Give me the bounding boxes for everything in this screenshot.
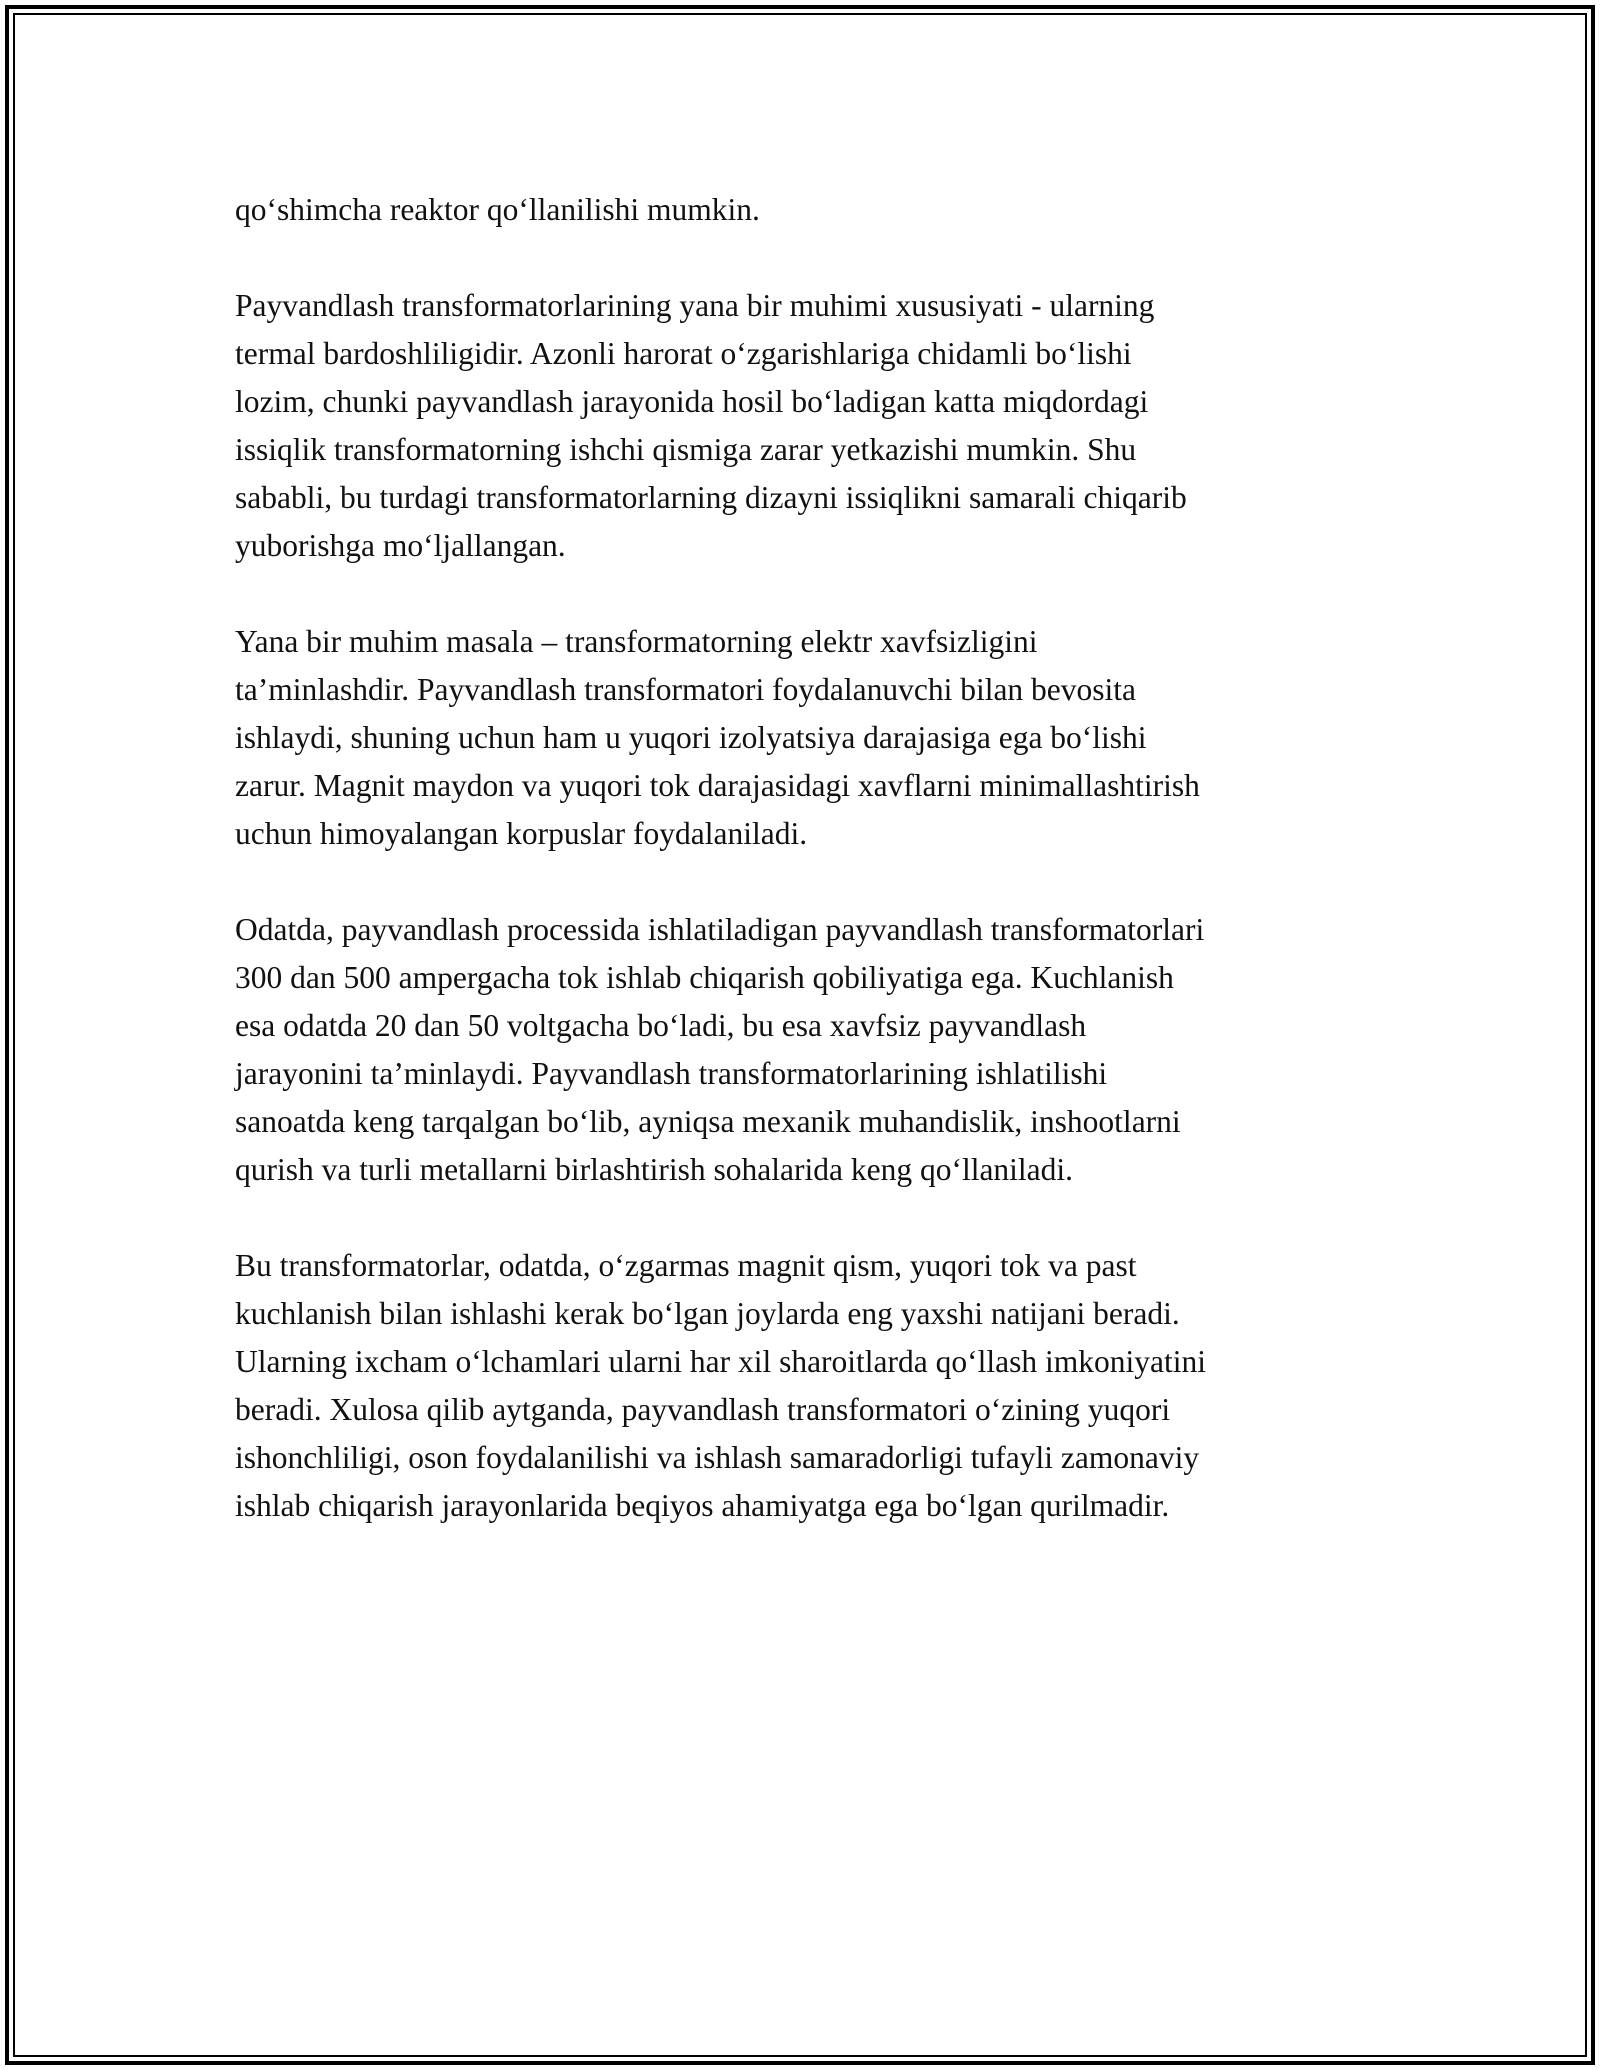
paragraph-electrical-safety: Yana bir muhim masala – transformatorning elektr xavfsizligini ta’minlashdir. Payvandlash transformatori foydalanuvchi bilan bevosita ishlaydi, shuning uchun ham u yuqori izolyatsiya darajasiga ega bo‘lishi zarur. Magnit maydon va yuqori tok darajasidagi xavflarni minimallashtirish uchun himoyalangan korpuslar foydalaniladi.: [235, 624, 1200, 851]
paragraph-conclusion: Bu transformatorlar, odatda, o‘zgarmas magnit qism, yuqori tok va past kuchlanish bilan ishlashi kerak bo‘lgan joylarda eng yaxshi natijani beradi. Ularning ixcham o‘lchamlari ularni har xil sharoitlarda qo‘llash imkoniyatini beradi. Xulosa qilib aytganda, payvandlash transformatori o‘zining yuqori ishonchliligi, oson foydalanilishi va ishlash samaradorligi tufayli zamonaviy ishlab chiqarish jarayonlarida beqiyos ahamiyatga ega bo‘lgan qurilmadir.: [235, 1248, 1206, 1523]
document-body: [235, 186, 1385, 1578]
paragraph-continuation: qo‘shimcha reaktor qo‘llanilishi mumkin.: [235, 192, 760, 227]
paragraph-current-voltage: Odatda, payvandlash processida ishlatiladigan payvandlash transformatorlari 300 dan 500 ampergacha tok ishlab chiqarish qobiliyatiga ega. Kuchlanish esa odatda 20 dan 50 voltgacha bo‘ladi, bu esa xavfsiz payvandlash jarayonini ta’minlaydi. Payvandlash transformatorlarining ishlatilishi sanoatda keng tarqalgan bo‘lib, ayniqsa mexanik muhandislik, inshootlarni qurish va turli metallarni birlashtirish sohalarida keng qo‘llaniladi.: [235, 912, 1205, 1187]
paragraph-thermal-resistance: Payvandlash transformatorlarining yana bir muhimi xususiyati - ularning termal bardoshliligidir. Azonli harorat o‘zgarishlariga chidamli bo‘lishi lozim, chunki payvandlash jarayonida hosil bo‘ladigan katta miqdordagi issiqlik transformatorning ishchi qismiga zarar yetkazishi mumkin. Shu sababli, bu turdagi transformatorlarning dizayni issiqlikni samarali chiqarib yuborishga mo‘ljallangan.: [235, 288, 1187, 563]
